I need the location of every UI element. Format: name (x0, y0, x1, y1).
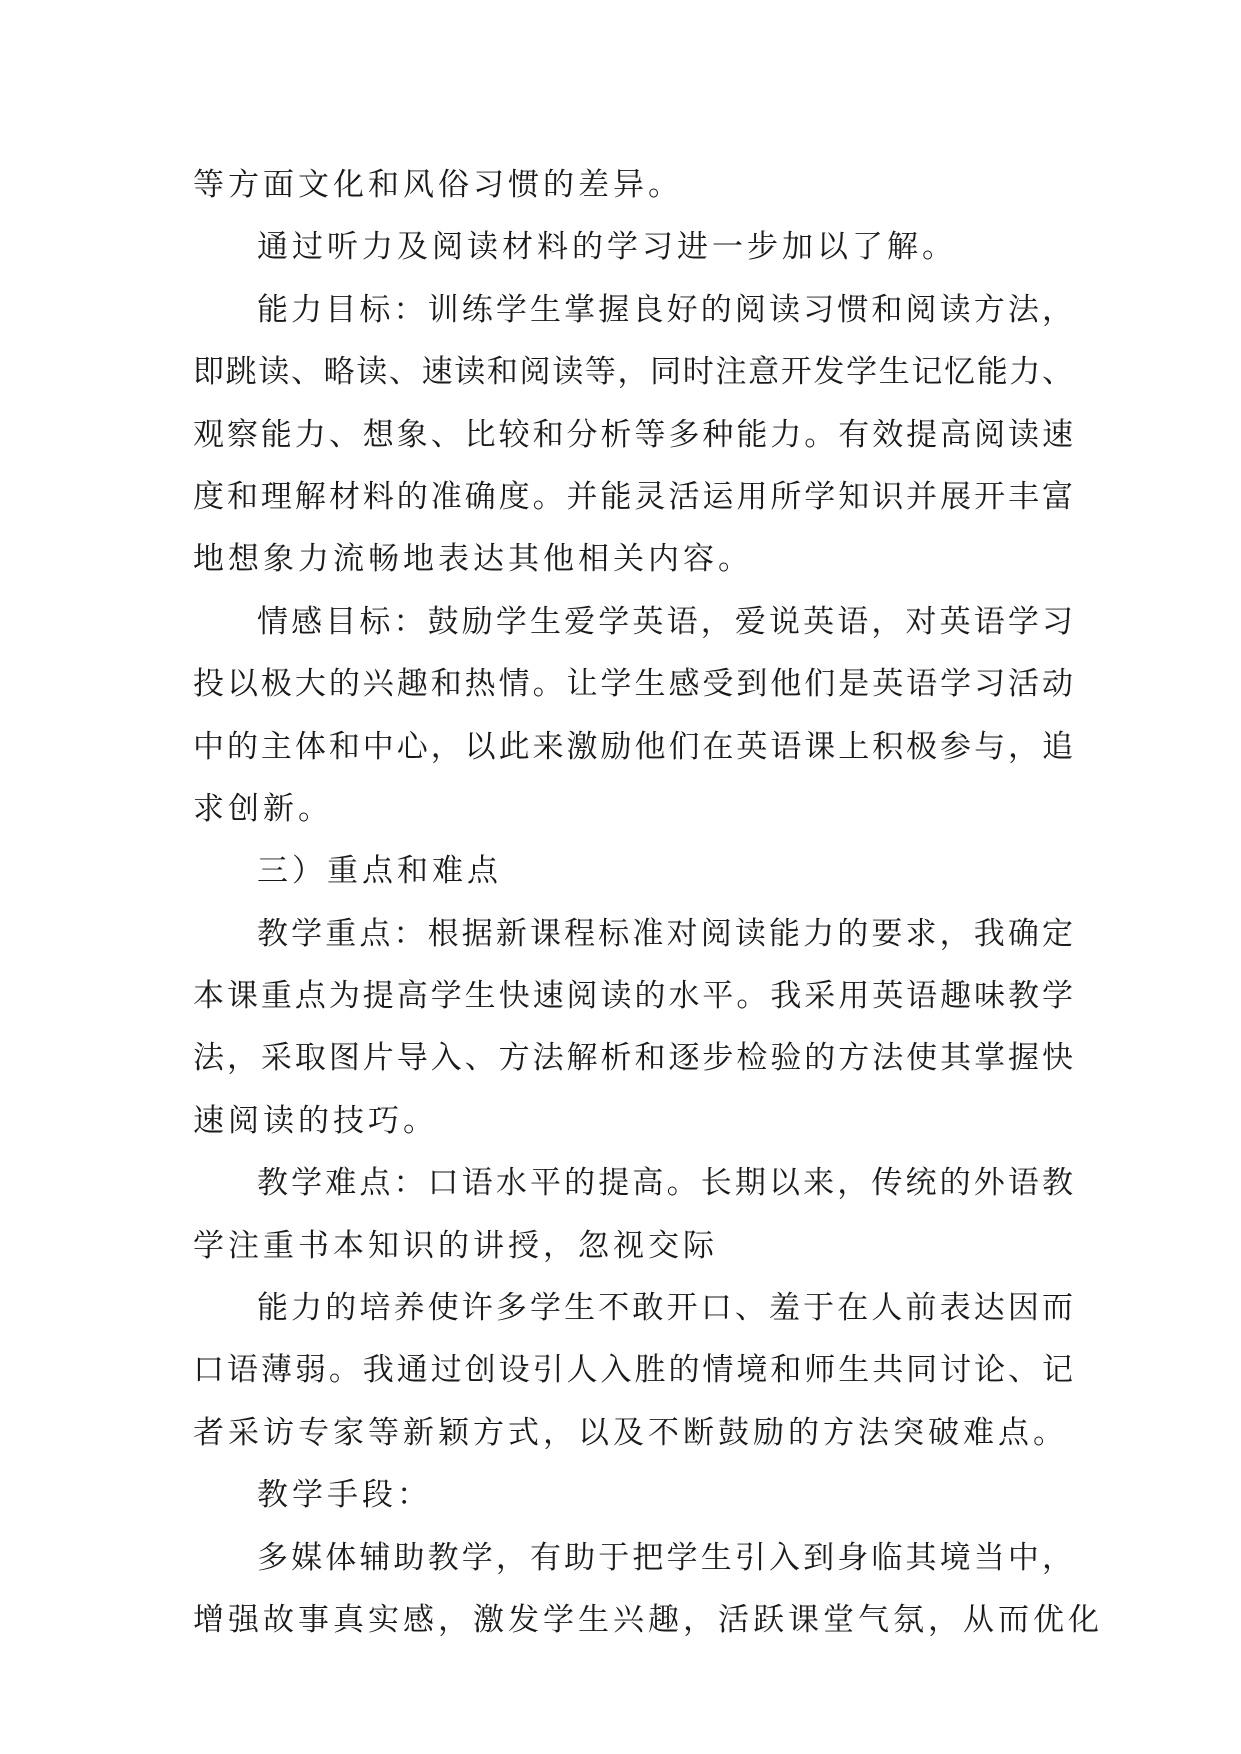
text-line: 度和理解材料的准确度。并能灵活运用所学知识并展开丰富 (193, 478, 1073, 515)
text-line: 教学手段： (257, 1477, 432, 1514)
paragraph (193, 1527, 1103, 1652)
text-line: 情感目标：鼓励学生爱学英语，爱说英语，对英语学习 (257, 603, 1073, 640)
text-line: 法，采取图片导入、方法解析和逐步检验的方法使其掌握快 (193, 1040, 1073, 1077)
paragraph (193, 840, 1073, 902)
text-line: 通过听力及阅读材料的学习进一步加以了解。 (257, 229, 957, 266)
text-line: 地想象力流畅地表达其他相关内容。 (193, 541, 753, 578)
text-line: 者采访专家等新颖方式，以及不断鼓励的方法突破难点。 (193, 1414, 1068, 1451)
text-line: 学注重书本知识的讲授，忽视交际 (193, 1227, 718, 1264)
text-line: 口语薄弱。我通过创设引人入胜的情境和师生共同讨论、记 (193, 1352, 1073, 1389)
paragraph (193, 216, 1073, 278)
text-line: 教学难点：口语水平的提高。长期以来，传统的外语教 (257, 1165, 1073, 1202)
paragraph (193, 1277, 1073, 1464)
text-line: 求创新。 (193, 790, 333, 827)
text-line: 即跳读、略读、速读和阅读等，同时注意开发学生记忆能力、 (193, 354, 1073, 391)
document-body (193, 154, 1103, 1651)
text-line: 多媒体辅助教学，有助于把学生引入到身临其境当中， (257, 1539, 1073, 1576)
text-line: 本课重点为提高学生快速阅读的水平。我采用英语趣味教学 (193, 978, 1073, 1015)
text-line: 能力的培养使许多学生不敢开口、羞于在人前表达因而 (257, 1290, 1073, 1327)
text-line: 速阅读的技巧。 (193, 1102, 438, 1139)
paragraph (193, 279, 1073, 591)
text-line: 三）重点和难点 (257, 853, 502, 890)
paragraph (193, 1464, 1073, 1526)
text-line: 等方面文化和风俗习惯的差异。 (193, 167, 683, 203)
text-line: 能力目标：训练学生掌握良好的阅读习惯和阅读方法， (257, 291, 1073, 328)
paragraph (193, 154, 1073, 216)
text-line: 投以极大的兴趣和热情。让学生感受到他们是英语学习活动 (193, 666, 1073, 703)
text-line: 教学重点：根据新课程标准对阅读能力的要求，我确定 (257, 915, 1073, 952)
text-line: 增强故事真实感，激发学生兴趣，活跃课堂气氛，从而优化 (193, 1601, 1103, 1638)
paragraph (193, 1152, 1073, 1277)
text-line: 观察能力、想象、比较和分析等多种能力。有效提高阅读速 (193, 416, 1073, 453)
paragraph (193, 591, 1073, 841)
text-line: 中的主体和中心，以此来激励他们在英语课上积极参与，追 (193, 728, 1073, 765)
paragraph (193, 903, 1073, 1153)
